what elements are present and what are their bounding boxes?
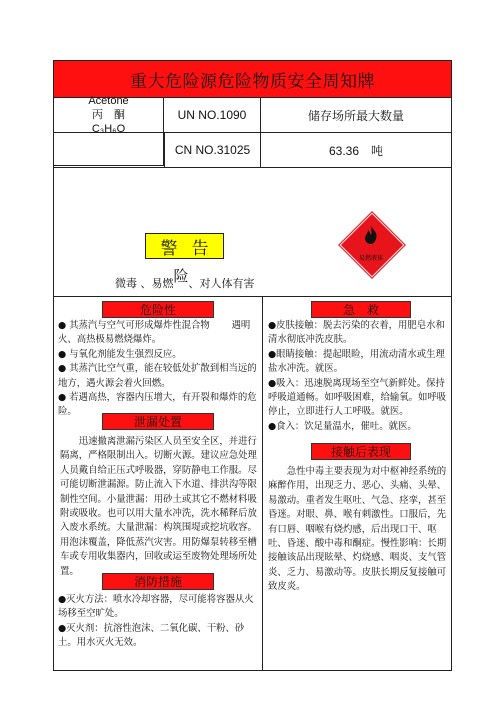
warning-title: 警告 (160, 238, 223, 259)
first-aid-item: ●皮肤接触：脱去污染的衣着，用肥皂水和清水彻底冲洗皮肤。 (268, 320, 445, 346)
chemical-name-cn: 丙 酮 (92, 108, 125, 121)
un-number: UN NO.1090 (177, 108, 247, 122)
first-aid-heading: 急 救 (311, 301, 411, 318)
storage-value: 63.36 吨 (328, 143, 384, 158)
danger-item: ● 与氧化剂能发生强烈反应。 (58, 348, 182, 360)
cn-number-cell (164, 133, 261, 167)
first-aid-item: ●吸入：迅速脱离现场至空气新鲜处。保持呼吸道通畅。如呼吸困难，给输氧。如呼吸停止，立即进行人工呼吸。就医。 (268, 377, 447, 418)
fire-item: ●灭火剂：抗溶性泡沫、二氧化碳、干粉、砂土。用水灭火无效。 (58, 622, 245, 649)
danger-item: ● 其蒸汽与空气可形成爆炸性混合物 遇明火、高热极易燃烧爆炸。 (58, 320, 251, 346)
first-aid-item: ●眼睛接触：提起眼睑，用流动清水或生理盐水冲洗。就医。 (268, 348, 445, 375)
sign-label: 易燃液体 (358, 255, 383, 262)
chemical-name-en: Acetone (88, 95, 129, 107)
warning-text-big: 险 (173, 267, 189, 285)
chemical-formula: C₃H₆O (91, 123, 126, 135)
leak-text: 迅速撤离泄漏污染区人员至安全区，并进行隔离，严格限制出入。切断火源。建议应急处理人员戴自给正压式呼吸器，穿防静电工作服。尽可能切断泄漏源。防止流入下水道、排洪沟等限制性空间。小量泄漏：用砂土或其它不燃材料吸附或吸收。也可以用大量水冲洗，洗水稀释后放入废水系统。大量泄漏：构筑围堤或挖坑收容。用泡沫覆盖，降低蒸汽灾害。用防爆泵转移至槽车或专用收集器内，回收或运至废物处理场所处置。 (60, 436, 257, 577)
warning-text-part-b: 、对人体有害 (188, 277, 255, 290)
leak-heading: 泄漏处置 (102, 413, 214, 430)
flammable-liquid-sign (340, 213, 402, 275)
fire-item: ●灭火方法：喷水冷却容器，尽可能将容器从火场移至空旷处。 (58, 594, 254, 620)
first-aid-list (268, 319, 448, 434)
fire-list (58, 593, 258, 651)
exposure-heading: 接触后表现 (311, 443, 411, 460)
cn-number: CN NO.31025 (174, 143, 251, 157)
storage-value-cell (261, 133, 451, 167)
danger-item: ● 其蒸汽比空气重，能在较低处扩散到相当远的地方，遇火源会着火回燃。 (58, 363, 257, 389)
danger-item: ● 若遇高热，容器内压增大，有开裂和爆炸的危险。 (58, 392, 257, 418)
flame-icon (362, 225, 380, 245)
right-column (263, 297, 451, 671)
un-number-cell (164, 98, 261, 132)
danger-list (58, 319, 258, 420)
left-column (54, 297, 263, 671)
warning-title-box (145, 233, 224, 259)
warning-row (54, 167, 451, 297)
fire-heading: 消防措施 (102, 573, 214, 590)
warning-text-part-a: 微毒 、易燃 (115, 277, 174, 290)
first-aid-item: ●食入：饮足量温水，催吐。就医。 (268, 420, 417, 432)
info-row-2 (54, 133, 451, 168)
warning-text (115, 267, 255, 292)
storage-label: 储存场所最大数量 (307, 108, 404, 123)
card-title: 重大危险源危险物质安全周知牌 (54, 61, 451, 98)
danger-heading: 危险性 (102, 301, 214, 318)
safety-notice-card (53, 60, 452, 671)
storage-label-cell (261, 98, 451, 132)
hazard-diamond (339, 212, 404, 277)
exposure-text: 急性中毒主要表现为对中枢神经系统的麻醉作用，出现乏力、恶心、头痛、头晕、易激动。重者发生呕吐、气急、痉挛，甚至昏迷。对眼、鼻、喉有刺激性。口服后，先有口唇、咽喉有烧灼感，后出现口干、呕吐、昏迷、酸中毒和酮症。慢性影响：长期接触该品出现眩晕、灼烧感、咽炎、支气管炎、乏力、易激动等。皮肤长期反复接触可致皮炎。 (268, 466, 447, 593)
